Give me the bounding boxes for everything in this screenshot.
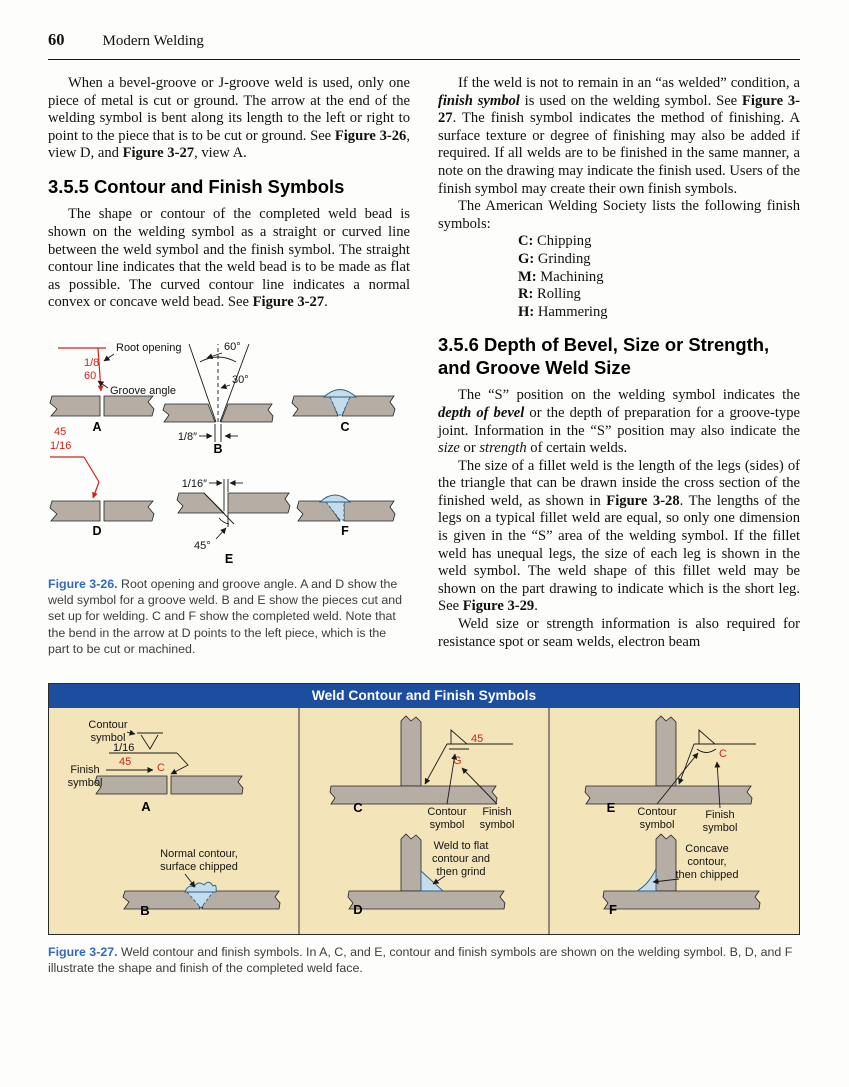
horizontal-plate [348, 891, 505, 909]
fig327-e-finish-letter: C [719, 748, 727, 761]
fig326-d-root-value: 1/16 [50, 440, 72, 453]
section-heading-3-5-6: 3.5.6 Depth of Bevel, Size or Strength, and Groove Weld Size [438, 334, 770, 378]
fig327-panel-letter-b: B [140, 903, 150, 919]
fig326-e-angle-label: 45° [194, 540, 211, 553]
plate [221, 404, 273, 422]
fig327-panel-letter-a: A [141, 799, 151, 815]
page-header [48, 30, 800, 60]
figure-3-26-caption [48, 576, 410, 657]
fig327-f-note: then chipped [675, 869, 739, 882]
vertical-plate [656, 716, 676, 786]
finish-symbol-label: symbol [702, 822, 738, 835]
finish-list-item-chipping: C: Chipping [518, 233, 592, 250]
page-number: 60 [48, 30, 65, 49]
weld-bead-cap [320, 495, 350, 502]
finish-symbol-list [518, 233, 800, 321]
vertical-plate [401, 716, 421, 786]
leader-line [221, 385, 230, 388]
figure-3-27 [48, 683, 800, 935]
right-column [438, 75, 800, 657]
plate [228, 493, 290, 513]
contour-symbol-label: symbol [639, 819, 675, 832]
fig326-angle-60-label: 60° [224, 341, 241, 354]
paragraph-aws-list-intro: The American Welding Society lists the following finish symbols: [438, 198, 800, 232]
fig327-c-finish-letter: G [453, 755, 462, 768]
finish-list-item-rolling: R: Rolling [518, 286, 581, 303]
figure-3-27-caption-text: Weld contour and finish symbols. In A, C, and E, contour and finish symbols are shown on the welding symbol. B, D, and F illustrate the shape and finish of the completed weld face. [48, 945, 793, 976]
fig326-panel-d [50, 426, 154, 538]
figure-3-27-caption-label: Figure 3-27. [48, 945, 118, 960]
fig326-panel-letter-b: B [213, 442, 223, 457]
fig327-a-size-value: 1/16 [113, 742, 135, 755]
fig327-d-note: then grind [436, 866, 486, 879]
fig327-f-note: contour, [687, 856, 727, 869]
fig326-angle-30-label: 30° [232, 374, 249, 387]
paragraph-weld-size: Weld size or strength information is also required for resistance spot or seam welds, electron beam [438, 616, 800, 650]
fig326-panel-letter-a: A [92, 420, 102, 435]
fig327-f-note: Concave [685, 843, 729, 856]
contour-symbol-label: Contour [427, 806, 467, 819]
paragraph-finish-symbol: If the weld is not to remain in an “as welded” condition, a finish symbol is used on the welding symbol. See Figure 3-27. The finish symbol indicates the method of finishing. A surface texture or degree of finishing may also be added if required. If all welds are to be finished in the same manner, a note on the drawing may indicate the finish used. Users of the finish symbol may create their own finish symbols. [438, 75, 801, 197]
finish-symbol-label: Finish [70, 764, 100, 777]
figure-3-26-diagram [48, 336, 410, 568]
figure-3-26-caption-text: Root opening and groove angle. A and D show the weld symbol for a groove weld. B and E show the pieces cut and set up for welding. C and F show the completed weld. Note that the bend in the arrow at D points to the left piece, which is the part to be cut or machined. [48, 577, 403, 656]
fig326-panel-letter-f: F [341, 524, 349, 539]
plate [50, 501, 100, 521]
plate [171, 776, 243, 794]
section-heading-3-5-5: 3.5.5 Contour and Finish Symbols [48, 175, 345, 197]
running-title: Modern Welding [102, 33, 204, 49]
two-column-body [48, 75, 800, 657]
plate [177, 493, 224, 513]
finish-symbol-label: Finish [705, 809, 735, 822]
fig327-panel-letter-f: F [609, 902, 617, 918]
horizontal-plate [603, 891, 760, 909]
vertical-plate [656, 834, 676, 891]
plate [95, 776, 167, 794]
figure-3-27-caption [48, 944, 800, 976]
fig326-panel-c [292, 390, 395, 435]
figure-3-26-caption-label: Figure 3-26. [48, 577, 118, 592]
finish-list-item-machining: M: Machining [518, 268, 604, 285]
plate [342, 396, 395, 416]
fig326-panel-letter-c: C [340, 420, 350, 435]
weld-symbol-bent-arrow [84, 457, 99, 498]
paragraph-fillet-size: The size of a fillet weld is the length of the legs (sides) of the triangle that can be drawn inside the cross section of the finished weld, as shown in Figure 3-28. The lengths of the legs on a typical fillet weld are equal, so only one dimension is given in the “S” area of the welding symbol. If the fillet weld has unequal legs, the size of each leg is shown in the weld symbol. The weld shape of this fillet weld may be shown on the part drawing to indicate which is the short leg. See Figure 3-29. [438, 457, 800, 615]
fig327-panel-letter-d: D [353, 902, 363, 918]
contour-symbol-label: symbol [429, 819, 465, 832]
finish-list-item-grinding: G: Grinding [518, 250, 591, 267]
contour-symbol-label: Contour [88, 719, 128, 732]
leader-line [216, 528, 226, 539]
contour-symbol-label: symbol [90, 732, 126, 745]
weld-symbol-arrow [98, 348, 101, 391]
fig327-c-angle-value: 45 [471, 733, 484, 746]
plate [344, 501, 395, 521]
fig326-panel-b [163, 341, 273, 456]
fig327-panel-letter-c: C [353, 800, 363, 816]
fig326-panel-letter-d: D [92, 524, 102, 539]
fig327-a-finish-letter: C [157, 762, 165, 775]
figure-3-27-diagram [49, 708, 799, 934]
fig327-a-angle-value: 45 [119, 756, 132, 769]
fig326-groove-angle-label: Groove angle [110, 385, 177, 398]
plate [202, 891, 280, 909]
fig326-panel-letter-e: E [224, 552, 234, 567]
fig327-d-note: contour and [431, 853, 491, 866]
fig327-d-note: Weld to flat [433, 840, 489, 853]
plate [163, 404, 215, 422]
fig326-e-root-dim: 1/16″ [181, 478, 207, 491]
fig326-root-opening-value: 1/8 [84, 357, 100, 370]
fig326-d-angle-value: 45 [54, 426, 67, 439]
plate [50, 396, 100, 416]
finish-symbol-label: symbol [479, 819, 515, 832]
fig326-panel-f [297, 495, 395, 538]
vertical-plate [401, 834, 421, 891]
fig326-panel-e [177, 478, 290, 566]
fig326-root-opening-label: Root opening [116, 342, 182, 355]
leader-line [104, 354, 114, 361]
fig326-panel-a [50, 342, 181, 434]
fig327-b-note: Normal contour, [160, 848, 238, 861]
fig326-root-opening-dim: 1/8″ [177, 431, 197, 444]
fig326-groove-angle-value: 60 [84, 370, 97, 383]
finish-symbol-label: Finish [482, 806, 512, 819]
angle-arc [219, 518, 229, 524]
finish-list-item-hammering: H: Hammering [518, 303, 608, 320]
fig327-b-note: surface chipped [160, 861, 238, 874]
paragraph-bevel-groove: When a bevel-groove or J-groove weld is used, only one piece of metal is cut or ground. The arrow at the end of the welding symbol is bent along its length to the left or right to point to the piece that is to be cut or ground. See Figure 3-26, view D, and Figure 3-27, view A. [48, 75, 410, 162]
paragraph-contour: The shape or contour of the completed weld bead is shown on the welding symbol as a straight or curved line between the weld symbol and the finish symbol. The straight contour line indicates that the weld bead is to be made as flat as possible. The curved contour line indicates a normal convex or concave weld bead. See Figure 3-27. [48, 206, 410, 311]
fig327-panel-letter-e: E [606, 800, 616, 816]
paragraph-s-position: The “S” position on the welding symbol indicates the depth of bevel or the depth of preparation for a groove-type joint. Information in the “S” position may also indicate the size or strength of certain welds. [438, 387, 800, 457]
left-column [48, 75, 410, 657]
plate [104, 501, 154, 521]
weld-bead-cap [324, 390, 356, 398]
finish-symbol-label: symbol [67, 777, 103, 790]
figure-3-27-title-bar: Weld Contour and Finish Symbols [49, 684, 799, 708]
leader-line [98, 381, 108, 388]
contour-symbol-label: Contour [637, 806, 677, 819]
plate [104, 396, 154, 416]
